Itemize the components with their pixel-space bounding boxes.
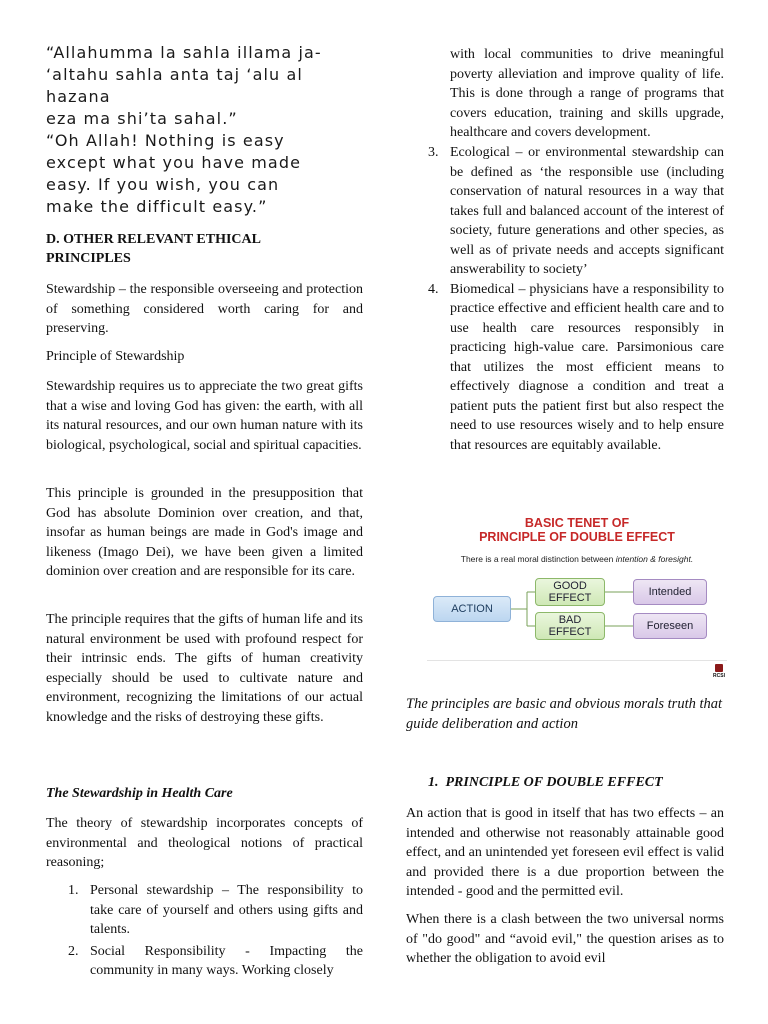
list-item <box>428 143 724 280</box>
list-item-number: 2. <box>68 943 79 959</box>
health-care-intro: The theory of stewardship incorporates concepts of environmental and theological notions of practical reasoning; <box>46 816 363 870</box>
list-item-text: Biomedical – physicians have a responsibility to practice effective and efficient health care and to use health care resources responsibly in practicing high-value care. Parsimonious care that utilizes the most efficient means to effectively diagnose a condition and treat a patient puts the patient first but also respect the need to use resources wisely and to help ensure that resources are equitably available. <box>450 281 724 453</box>
rcsi-logo <box>713 664 725 679</box>
list-item-number: 1. <box>68 883 79 898</box>
list-item-number: 3. <box>428 145 439 160</box>
stewardship-definition: Stewardship – the responsible overseeing and protection of something considered worth caring for and preserving. <box>46 282 363 336</box>
list-item <box>68 881 363 940</box>
good-effect-box: GOOD EFFECT <box>535 578 605 606</box>
stewardship-paragraph-3: The principle requires that the gifts of human life and its natural environment be used with profound respect for their intrinsic ends. The gifts of human creativity especially should be used to cultivate nature and environment, recognizing the limitations of our actual knowledge and the risks of destroying these gifts. <box>46 612 363 725</box>
diagram-title-line-2: PRINCIPLE OF DOUBLE EFFECT <box>479 530 675 544</box>
double-effect-paragraph-1: An action that is good in itself that has two effects – an intended and otherwise not reasonably attainable good effect, and an unintended yet foreseen evil effect is valid and provided there is a due proportion between the intended - good and the permitted evil. <box>406 806 724 899</box>
double-effect-heading: 1. PRINCIPLE OF DOUBLE EFFECT <box>428 775 663 790</box>
double-effect-paragraph-2: When there is a clash between the two universal norms of "do good" and “avoid evil," the question arises as to whether the obligation to avoid evil <box>406 912 724 966</box>
stewardship-list-right <box>428 143 724 455</box>
crest-icon <box>715 664 723 672</box>
list-item-number: 4. <box>428 281 439 297</box>
quote-transliteration: “Allahumma la sahla illama ja- ‘altahu sahla anta taj ‘alu al hazana eza ma shi’ta sahal.” <box>46 43 322 128</box>
diagram-title-line-1: BASIC TENET OF <box>524 516 630 530</box>
rcsi-logo-text: RCSI <box>713 673 725 679</box>
principle-of-stewardship-label: Principle of Stewardship <box>46 349 185 364</box>
diagram-divider <box>427 660 727 661</box>
stewardship-list-left <box>68 881 363 981</box>
action-box: ACTION <box>433 596 511 622</box>
intended-box: Intended <box>633 579 707 605</box>
diagram-subtitle-text: There is a real moral distinction between <box>460 554 614 564</box>
quote-translation: “Oh Allah! Nothing is easy except what you have made easy. If you wish, you can make the difficult easy.” <box>46 131 302 216</box>
diagram-caption: The principles are basic and obvious morals truth that guide deliberation and action <box>406 696 723 732</box>
double-effect-diagram <box>427 512 727 682</box>
stewardship-paragraph-1: Stewardship requires us to appreciate the two great gifts that a wise and loving God has given: the earth, with all its natural resources, and our own human nature with its biological, psychological, social and spiritual capacities. <box>46 379 363 453</box>
health-care-heading: The Stewardship in Health Care <box>46 786 233 801</box>
section-d-heading: D. OTHER RELEVANT ETHICAL PRINCIPLES <box>46 232 261 266</box>
list-item-text: Personal stewardship – The responsibility to take care of yourself and others using gifts and talents. <box>90 883 363 937</box>
list-item <box>68 942 363 981</box>
social-responsibility-continuation: with local communities to drive meaningful poverty alleviation and improve quality of life. This is done through a range of programs that covers education, training and skills upgrade, healthcare and covers development. <box>450 47 724 140</box>
list-item-text: Ecological – or environmental stewardship can be defined as ‘the responsible use (including conservation of natural resources in a way that takes full and balanced account of the interest of society, future generations and other species, as well as of private needs and accepts significant answerability to society’ <box>450 145 724 277</box>
diagram-subtitle-italic: intention & foresight. <box>615 554 694 564</box>
list-item <box>428 280 724 456</box>
list-item-text: Social Responsibility - Impacting the community in many ways. Working closely <box>90 943 363 978</box>
stewardship-paragraph-2: This principle is grounded in the presupposition that God has absolute Dominion over creation, and that, insofar as human beings are made in God's image and likeness (Imago Dei), we have been given a limited dominion over creation and are responsible for its care. <box>46 486 363 579</box>
foreseen-box: Foreseen <box>633 613 707 639</box>
bad-effect-box: BAD EFFECT <box>535 612 605 640</box>
prayer-quote <box>46 42 366 218</box>
